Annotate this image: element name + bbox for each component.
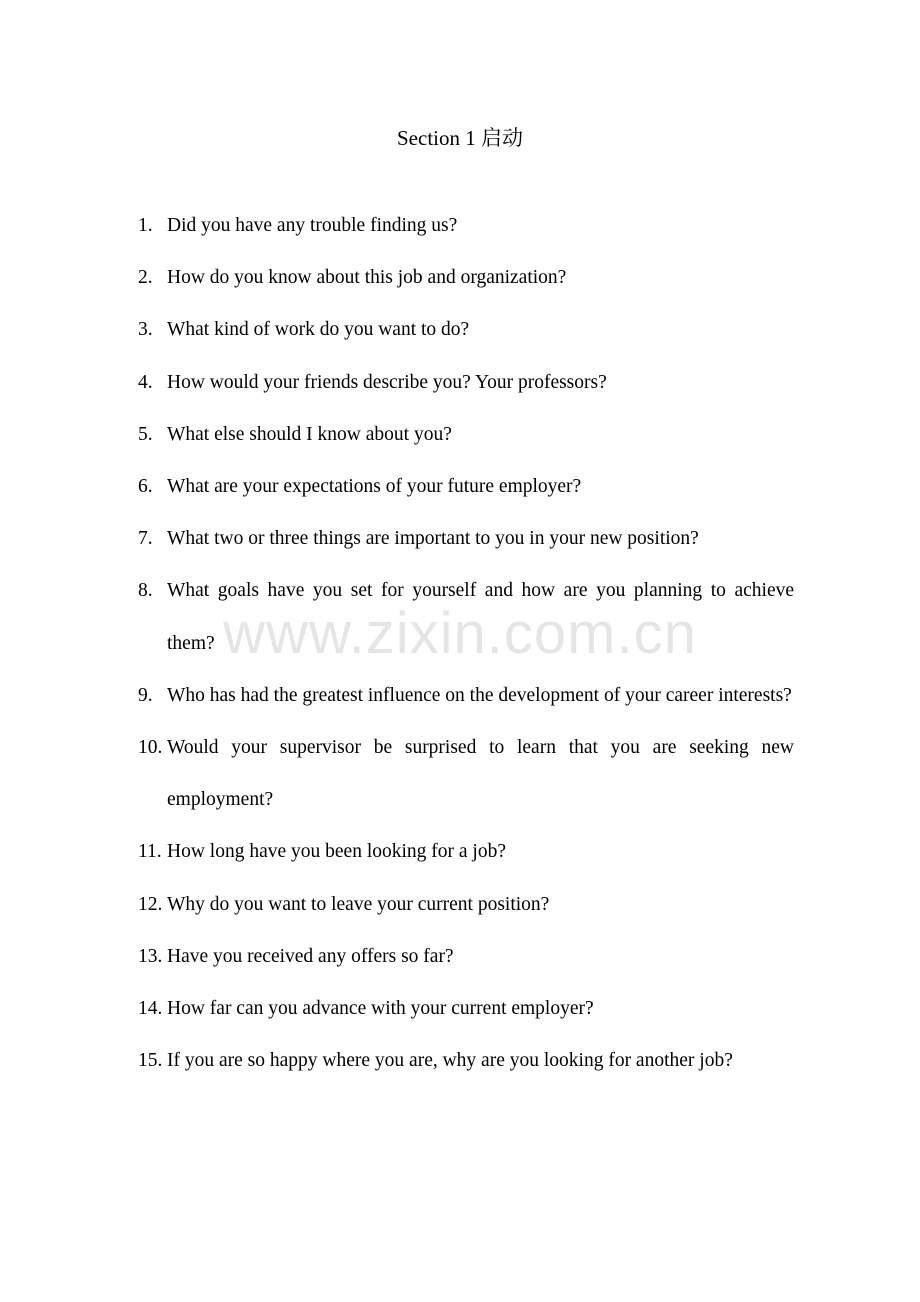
question-text: Did you have any trouble finding us?: [167, 215, 458, 236]
question-number: 5.: [138, 423, 153, 445]
list-item: [138, 409, 794, 461]
question-number: 10.: [138, 737, 163, 759]
list-item: [138, 304, 794, 356]
section-title: Section 1 启动: [397, 126, 523, 150]
list-item: [138, 722, 794, 826]
question-number: 4.: [138, 371, 153, 393]
list-item: [138, 1035, 794, 1087]
question-text: What are your expectations of your future employer?: [167, 476, 582, 498]
question-text: Would your supervisor be surprised to learn that you are seeking new employment?: [167, 737, 794, 811]
question-text: Have you received any offers so far?: [167, 945, 454, 967]
question-text: What two or three things are important to you in your new position?: [167, 528, 699, 550]
list-item: [138, 670, 794, 722]
question-text: How would your friends describe you? Your professors?: [167, 371, 607, 393]
question-list: [138, 200, 794, 1087]
question-text: Why do you want to leave your current position?: [167, 893, 550, 915]
question-text: How long have you been looking for a job?: [167, 841, 507, 863]
question-number: 7.: [138, 528, 153, 550]
question-text: What kind of work do you want to do?: [167, 319, 470, 341]
question-number: 3.: [138, 319, 153, 341]
question-text: If you are so happy where you are, why are you looking for another job?: [167, 1050, 733, 1072]
question-number: 2.: [138, 267, 153, 289]
list-item: [138, 879, 794, 931]
list-item: [138, 565, 794, 669]
question-text: What goals have you set for yourself and how are you planning to achieve them?: [167, 580, 794, 654]
question-number: 13.: [138, 945, 163, 967]
question-number: 9.: [138, 684, 153, 706]
list-item: [138, 252, 794, 304]
list-item: [138, 983, 794, 1035]
list-item: [138, 461, 794, 513]
question-number: 12.: [138, 893, 163, 915]
list-item: [138, 200, 794, 252]
question-text: How do you know about this job and organization?: [167, 267, 567, 289]
question-text: What else should I know about you?: [167, 423, 452, 445]
watermark: www.zixin.com.cn: [223, 601, 697, 666]
list-item: [138, 931, 794, 983]
question-text: Who has had the greatest influence on the development of your career interests?: [167, 684, 792, 706]
question-text: How far can you advance with your current employer?: [167, 998, 594, 1020]
question-number: 8.: [138, 580, 153, 602]
question-number: 14.: [138, 998, 163, 1020]
list-item: [138, 826, 794, 878]
list-item: [138, 357, 794, 409]
question-number: 6.: [138, 476, 153, 498]
question-number: 1.: [138, 215, 153, 236]
list-item: [138, 513, 794, 565]
question-number: 11.: [138, 841, 162, 863]
question-number: 15.: [138, 1050, 163, 1072]
